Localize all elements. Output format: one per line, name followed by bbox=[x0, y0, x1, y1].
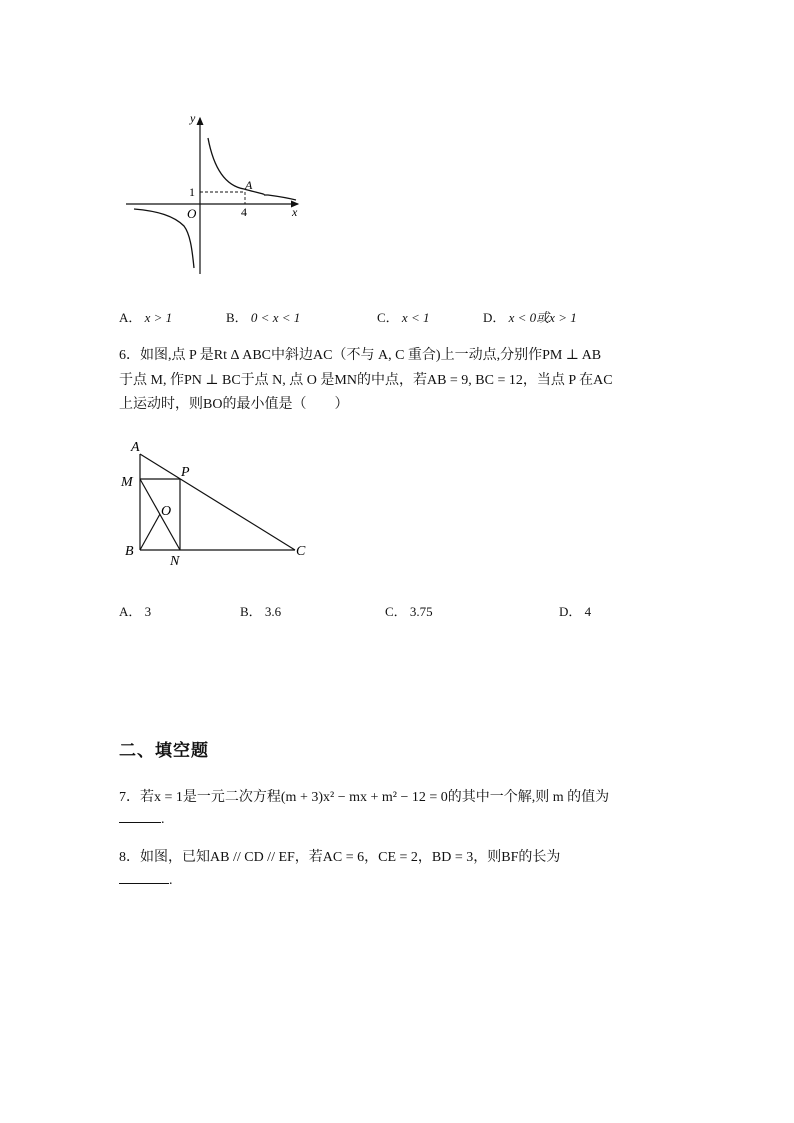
q5-option-c[interactable]: C． x < 1 bbox=[377, 310, 430, 325]
q6-option-c[interactable]: C． 3.75 bbox=[385, 604, 433, 619]
axis-y-label: y bbox=[190, 111, 196, 125]
q8-line-2: . bbox=[119, 871, 173, 889]
function-graph bbox=[118, 108, 318, 278]
label-n: N bbox=[170, 554, 180, 569]
q7-line-1: 7．若x = 1是一元二次方程(m + 3)x² − mx + m² − 12 = 0的其中一个解,则 m 的值为 bbox=[119, 790, 610, 805]
q6-option-b[interactable]: B． 3.6 bbox=[240, 604, 282, 619]
q7-line-2: . bbox=[119, 810, 165, 828]
section-title: 二、填空题 bbox=[119, 741, 209, 761]
q7-answer-blank[interactable] bbox=[119, 810, 161, 823]
tick-four-label: 4 bbox=[241, 205, 247, 219]
q6-option-d[interactable]: D． 4 bbox=[559, 604, 592, 619]
q5-option-a[interactable]: A． x > 1 bbox=[119, 310, 173, 325]
triangle-figure bbox=[115, 436, 325, 571]
q5-option-b[interactable]: B． 0 < x < 1 bbox=[226, 310, 301, 325]
label-p: P bbox=[181, 465, 190, 480]
point-a-label: A bbox=[245, 178, 253, 192]
origin-label: O bbox=[187, 206, 197, 221]
q5-option-d[interactable]: D． x < 0或x > 1 bbox=[483, 310, 577, 325]
axis-x-label: x bbox=[292, 205, 298, 219]
label-b: B bbox=[125, 544, 134, 559]
label-a: A bbox=[131, 440, 140, 455]
q6-line-2: 于点 M, 作PN ⊥ BC于点 N, 点 O 是MN的中点，若AB = 9, BC = 12，当点 P 在AC bbox=[119, 373, 613, 388]
q6-line-3: 上运动时，则BO的最小值是（ ） bbox=[119, 397, 349, 412]
q6-line-1: 6．如图,点 P 是Rt Δ ABC中斜边AC（不与 A, C 重合)上一动点,分别作PM ⊥ AB bbox=[119, 348, 602, 363]
q8-line-1: 8．如图，已知AB // CD // EF，若AC = 6，CE = 2，BD = 3，则BF的长为 bbox=[119, 850, 561, 865]
q6-option-a[interactable]: A． 3 bbox=[119, 604, 152, 619]
label-m: M bbox=[121, 475, 133, 490]
label-c: C bbox=[296, 544, 306, 559]
label-o: O bbox=[161, 504, 172, 519]
tick-one-label: 1 bbox=[189, 185, 195, 199]
q8-answer-blank[interactable] bbox=[119, 871, 169, 884]
curve-third-quadrant bbox=[134, 209, 194, 268]
